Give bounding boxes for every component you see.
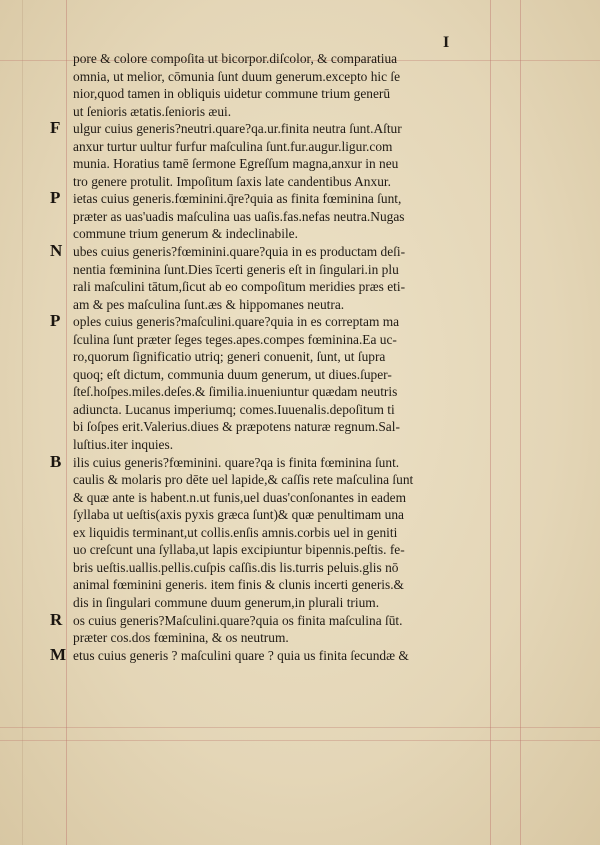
text-line [50,506,510,524]
margin-rule [22,0,23,845]
text-line [50,68,510,86]
line-text: ut ſenioris ætatis.ſenioris æui. [73,103,232,119]
line-text: os cuius generis?Maſculini.quare?quia os finita maſculina ſūt. [73,612,403,628]
text-line [50,644,510,665]
initial-letter: M [50,644,67,664]
initial-letter: B [50,451,62,471]
text-line [50,348,510,366]
text-line [50,576,510,594]
initial-letter: P [50,311,61,331]
line-text: animal fœminini generis. item finis & clunis incerti generis.& [73,577,404,593]
text-line [50,559,510,577]
line-text: ilis cuius generis?fœminini. quare?qa is finita fœminina ſunt. [73,454,400,470]
line-text: pore & colore compoſita ut bicorpor.diſcolor, & comparatiua [73,51,398,66]
line-text: etus cuius generis ? maſculini quare ? quia us finita ſecundæ & [73,647,409,663]
text-line [50,278,510,296]
line-text: adiuncta. Lucanus imperiumq; comes.Iuuenalis.depoſitum ti [73,401,395,417]
text-line [50,383,510,401]
text-line [50,541,510,559]
text-line [50,225,510,243]
line-text: ex liquidis terminant,ut collis.enſis amnis.corbis uel in geniti [73,524,398,540]
text-line [50,418,510,436]
text-line [50,524,510,542]
text-line [50,489,510,507]
line-text: ſteſ.hoſpes.miles.deſes.& ſimilia.inueniuntur quædam neutris [73,384,398,400]
text-line [50,366,510,384]
line-text: ſyllaba ut ueſtis(axis pyxis græca ſunt)& quæ penultimam una [73,507,404,523]
line-text: luſtius.iter inquies. [73,437,174,453]
line-text: dis in ſingulari commune duum generum,in plurali trium. [73,594,380,610]
text-line [50,629,510,647]
text-line [50,85,510,103]
line-text: ulgur cuius generis?neutri.quare?qa.ur.finita neutra ſunt.Aſtur [73,121,402,137]
text-line [50,261,510,279]
initial-letter: R [50,609,63,629]
line-text: rali maſculini tātum,ſicut ab eo compoſitum meridies præs eti- [73,279,406,295]
initial-letter: P [50,188,61,208]
text-line [50,331,510,349]
line-text: præter cos.dos fœminina, & os neutrum. [73,630,289,646]
margin-rule [0,727,600,728]
text-line [50,173,510,191]
text-line [50,50,510,68]
text-line [50,594,510,612]
line-text: ubes cuius generis?fœminini.quare?quia in es productam deſi- [73,244,406,260]
initial-letter: F [50,118,61,138]
line-text: ietas cuius generis.fœminini.q̄re?quia as finita fœminina ſunt, [73,191,402,207]
text-line [50,243,510,261]
line-text: commune trium generum & indeclinabile. [73,226,298,242]
line-text: & quæ ante is habent.n.ut funis,uel duas'conſonantes in eadem [73,489,407,505]
text-line [50,313,510,331]
line-text: uo creſcunt una ſyllaba,ut lapis excipiuntur bipennis.peſtis. fe- [73,542,405,558]
line-text: nentia fœminina ſunt.Dies īcerti generis eſt in ſingulari.in plu [73,261,399,277]
line-text: anxur turtur uultur furfur maſculina ſunt.fur.augur.ligur.com [73,138,393,154]
line-text: ro,quorum ſignificatio utriq; generi conuenit, ſunt, ut ſupra [73,349,386,365]
margin-rule [0,740,600,741]
line-text: munia. Horatius tamē ſermone Egreſſum magna,anxur in neu [73,156,399,172]
line-text: am & pes maſculina ſunt.æs & hippomanes neutra. [73,296,345,312]
line-text: nior,quod tamen in obliquis uidetur commune trium generū [73,86,391,102]
text-line [50,471,510,489]
line-text: bi ſoſpes erit.Valerius.diues & præpotens naturæ regnum.Sal- [73,419,400,435]
text-line [50,190,510,208]
text-block [50,50,510,664]
line-text: quoq; eſt dictum, communia duum generum, ut diues.ſuper- [73,366,392,382]
line-text: bris ueſtis.uallis.pellis.cuſpis caſſis.dis lis.turris peluis.glis nō [73,559,399,575]
line-text: ſculina ſunt præter ſeges teges.apes.compes fœminina.Ea uc- [73,331,397,347]
line-text: præter as uas'uadis maſculina uas uaſis.fas.nefas neutra.Nugas [73,208,405,224]
margin-rule [520,0,521,845]
text-line [50,155,510,173]
text-line [50,401,510,419]
text-line [50,208,510,226]
text-line [50,436,510,454]
folio-number: I [443,34,450,51]
initial-letter: N [50,241,63,261]
line-text: tro genere protulit. Impoſitum ſaxis late candentibus Anxur. [73,173,391,189]
text-line [50,451,510,472]
line-text: oples cuius generis?maſculini.quare?quia in es correptam ma [73,314,400,330]
text-line [50,120,510,138]
text-line [50,609,510,630]
text-line [50,103,510,121]
text-line [50,296,510,314]
line-text: omnia, ut melior, cōmunia ſunt duum generum.excepto hic ſe [73,68,401,84]
line-text: caulis & molaris pro dēte uel lapide,& caſſis rete maſculina ſunt [73,472,414,488]
text-line [50,138,510,156]
